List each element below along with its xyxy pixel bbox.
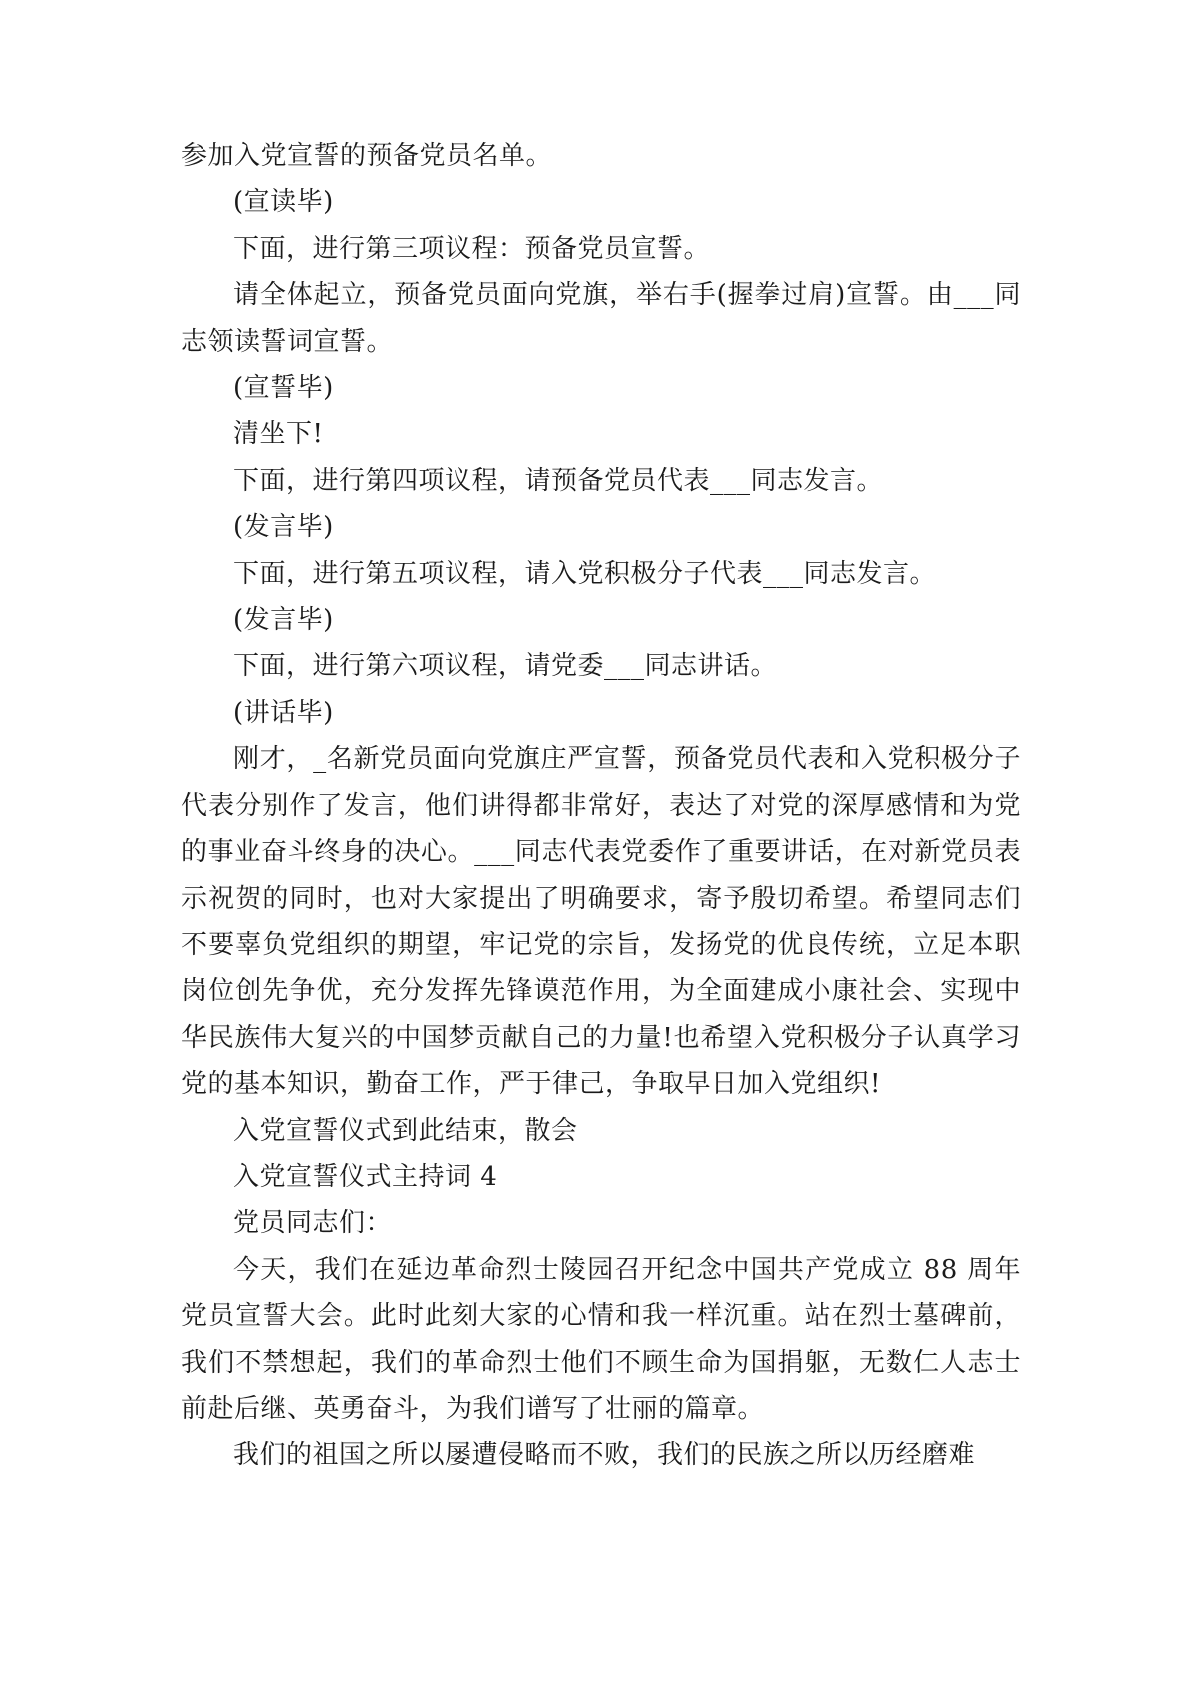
paragraph: (宣誓毕)	[233, 373, 334, 404]
paragraph: 入党宣誓仪式到此结束，散会	[233, 1115, 578, 1146]
salutation: 党员同志们：	[233, 1208, 393, 1239]
paragraph: (讲话毕)	[233, 697, 334, 728]
paragraph: 我们的祖国之所以屡遭侵略而不败，我们的民族之所以历经磨难	[233, 1440, 976, 1471]
paragraph: 下面，进行第六项议程，请党委___同志讲话。	[233, 651, 778, 682]
paragraph: 刚才，_名新党员面向党旗庄严宣誓，预备党员代表和入党积极分子代表分别作了发言，他们讲得都非常好，表达了对党的深厚感情和为党的事业奋斗终身的决心。___同志代表党委作了重要讲话，在对新党员表示祝贺的同时，也对大家提出了明确要求，寄予殷切希望。希望同志们不要辜负党组织的期望，牢记党的宗旨，发扬党的优良传统，立足本职岗位创先争优，充分发挥先锋谟范作用，为全面建成小康社会、实现中华民族伟大复兴的中国梦贡献自己的力量!也希望入党积极分子认真学习党的基本知识，勤奋工作，严于律己，争取早日加入党组织!	[181, 744, 1021, 1100]
paragraph: 下面，进行第五项议程，请入党积极分子代表___同志发言。	[233, 558, 937, 589]
paragraph: (宣读毕)	[233, 187, 334, 218]
paragraph: 下面，进行第四项议程，请预备党员代表___同志发言。	[233, 465, 884, 496]
paragraph: 参加入党宣誓的预备党员名单。	[181, 141, 553, 171]
paragraph: 清坐下!	[233, 419, 324, 450]
section-heading: 入党宣誓仪式主持词 4	[233, 1161, 498, 1192]
document-body	[181, 133, 1021, 1479]
paragraph: (发言毕)	[233, 512, 334, 543]
paragraph: 请全体起立，预备党员面向党旗，举右手(握拳过肩)宣誓。由___同志领读誓词宣誓。	[181, 280, 1021, 357]
paragraph: 今天，我们在延边革命烈士陵园召开纪念中国共产党成立 88 周年党员宣誓大会。此时此刻大家的心情和我一样沉重。站在烈士墓碑前，我们不禁想起，我们的革命烈士他们不顾生命为国捐躯，无数仁人志士前赴后继、英勇奋斗，为我们谱写了壮丽的篇章。	[181, 1254, 1021, 1424]
paragraph: (发言毕)	[233, 605, 334, 636]
paragraph: 下面，进行第三项议程：预备党员宣誓。	[233, 233, 711, 264]
